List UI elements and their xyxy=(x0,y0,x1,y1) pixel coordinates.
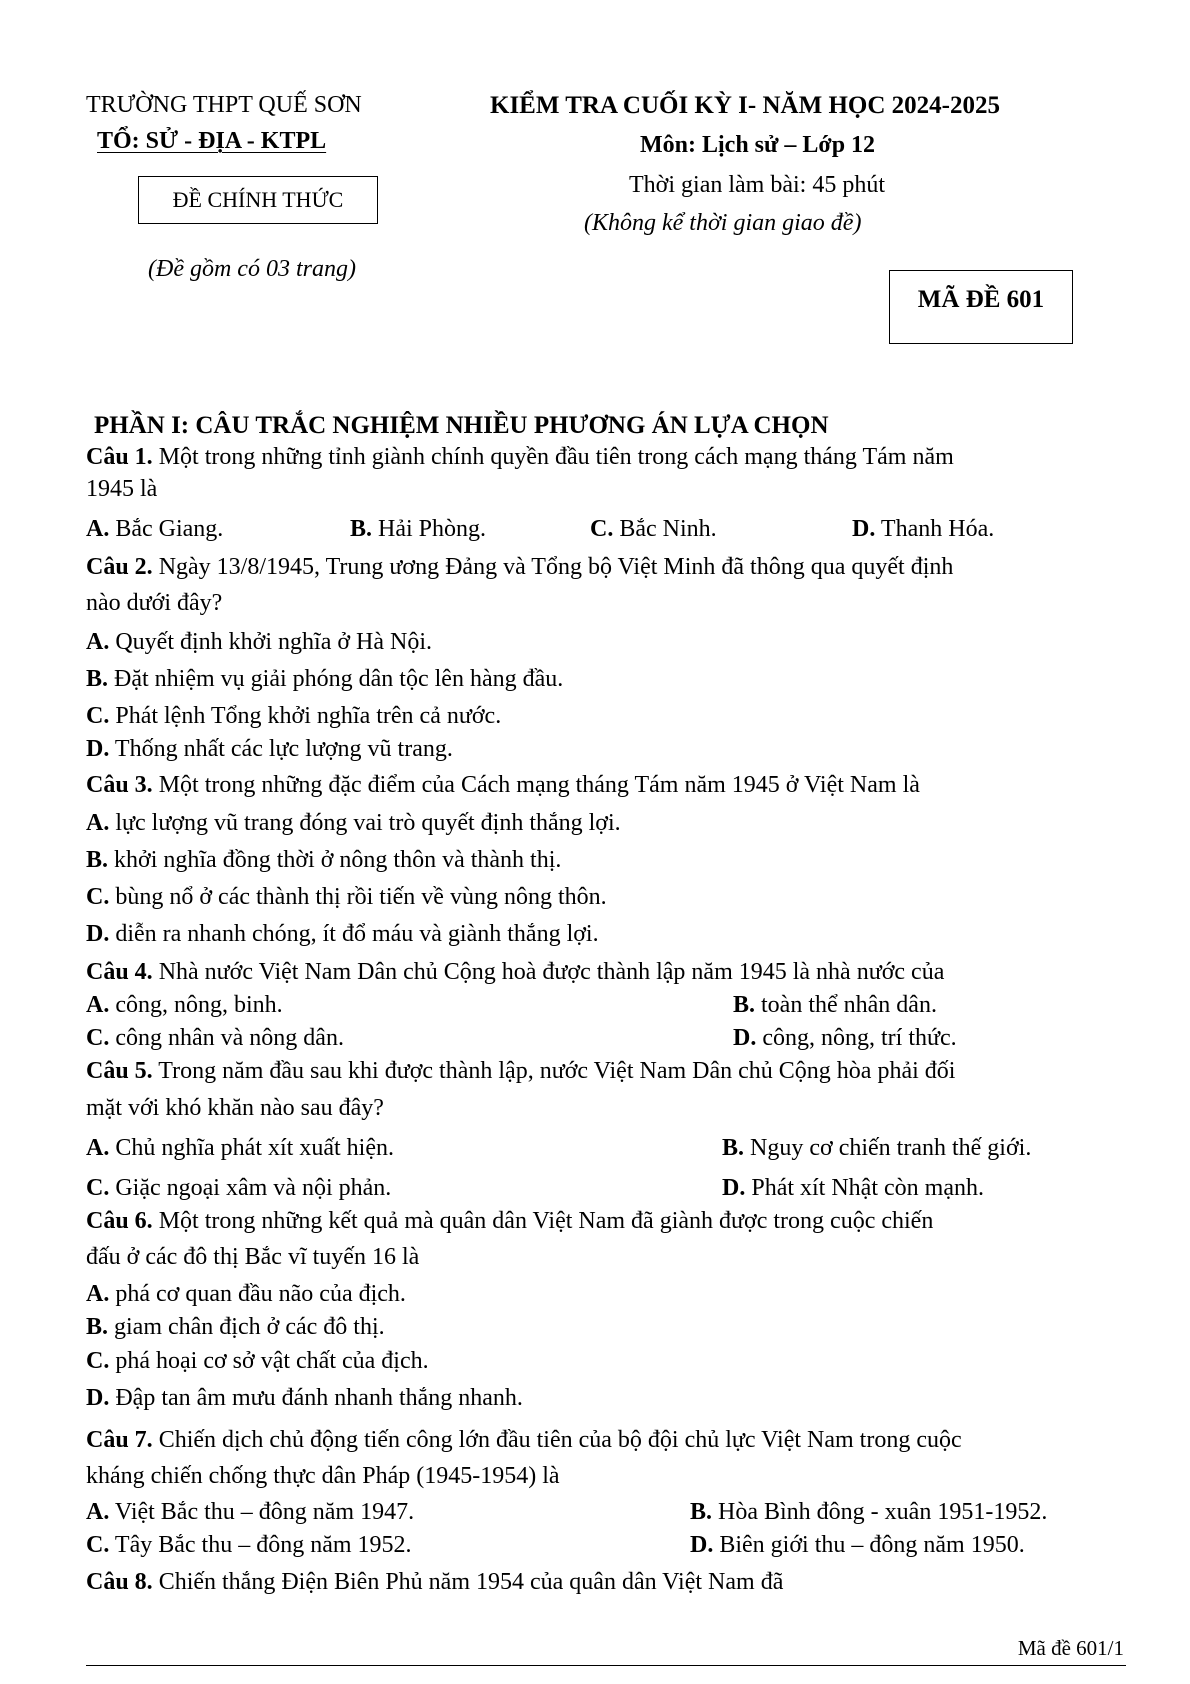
question-number: Câu 7. xyxy=(86,1427,153,1453)
exam-code-box: MÃ ĐỀ 601 xyxy=(889,270,1073,344)
option-letter: D. xyxy=(722,1175,746,1201)
q7-option-b xyxy=(690,1497,1047,1527)
q1-option-a xyxy=(86,514,223,544)
option-letter: B. xyxy=(722,1135,745,1161)
option-letter: D. xyxy=(86,921,110,947)
option-letter: C. xyxy=(590,516,614,542)
option-text: khởi nghĩa đồng thời ở nông thôn và thành thị. xyxy=(114,847,562,873)
q5-option-a xyxy=(86,1133,394,1163)
option-text: Tây Bắc thu – đông năm 1952. xyxy=(114,1532,412,1558)
question-number: Câu 2. xyxy=(86,554,153,580)
option-text: Hòa Bình đông - xuân 1951-1952. xyxy=(718,1499,1048,1525)
option-text: Đập tan âm mưu đánh nhanh thắng nhanh. xyxy=(115,1385,523,1411)
footer-divider xyxy=(86,1665,1126,1666)
option-letter: B. xyxy=(86,666,109,692)
q5-option-b xyxy=(722,1133,1031,1163)
question-text: Một trong những kết quả mà quân dân Việt Nam đã giành được trong cuộc chiến xyxy=(158,1208,934,1234)
option-text: Quyết định khởi nghĩa ở Hà Nội. xyxy=(115,629,433,655)
option-letter: A. xyxy=(86,1499,110,1525)
option-letter: A. xyxy=(86,810,110,836)
option-text: Bắc Giang. xyxy=(115,516,224,542)
time-note: (Không kể thời gian giao đề) xyxy=(584,210,862,236)
question-text: Trong năm đầu sau khi được thành lập, nước Việt Nam Dân chủ Cộng hòa phải đối xyxy=(158,1058,956,1084)
time-limit: Thời gian làm bài: 45 phút xyxy=(629,172,885,198)
question-number: Câu 5. xyxy=(86,1058,153,1084)
q4-option-a xyxy=(86,990,283,1020)
question-6-line-1 xyxy=(86,1206,933,1236)
question-8-line-1 xyxy=(86,1567,783,1597)
option-letter: B. xyxy=(86,847,109,873)
option-letter: C. xyxy=(86,1532,110,1558)
official-badge: ĐỀ CHÍNH THỨC xyxy=(138,176,378,224)
subject-line: Môn: Lịch sử – Lớp 12 xyxy=(640,132,876,158)
question-5-line-2: mặt với khó khăn nào sau đây? xyxy=(86,1095,384,1121)
question-6-line-2: đấu ở các đô thị Bắc vĩ tuyến 16 là xyxy=(86,1244,420,1270)
option-letter: A. xyxy=(86,992,110,1018)
option-text: Hải Phòng. xyxy=(378,516,487,542)
pages-note: (Đề gồm có 03 trang) xyxy=(148,256,356,282)
q7-option-d xyxy=(690,1530,1025,1560)
option-letter: B. xyxy=(690,1499,713,1525)
question-7-line-1 xyxy=(86,1425,962,1455)
option-letter: D. xyxy=(733,1025,757,1051)
q6-option-d xyxy=(86,1383,523,1413)
q6-option-a xyxy=(86,1279,406,1309)
option-text: Nguy cơ chiến tranh thế giới. xyxy=(750,1135,1032,1161)
question-2-line-2: nào dưới đây? xyxy=(86,590,223,616)
question-number: Câu 8. xyxy=(86,1569,153,1595)
exam-title: KIỂM TRA CUỐI KỲ I- NĂM HỌC 2024-2025 xyxy=(490,92,1000,119)
q2-option-c xyxy=(86,701,501,731)
option-letter: C. xyxy=(86,1175,110,1201)
option-text: Chủ nghĩa phát xít xuất hiện. xyxy=(115,1135,394,1161)
question-text: Một trong những đặc điểm của Cách mạng tháng Tám năm 1945 ở Việt Nam là xyxy=(158,772,920,798)
option-letter: B. xyxy=(733,992,756,1018)
option-letter: A. xyxy=(86,629,110,655)
question-2-line-1 xyxy=(86,552,953,582)
question-4-line-1 xyxy=(86,957,944,987)
option-letter: B. xyxy=(350,516,373,542)
q1-option-b xyxy=(350,514,486,544)
q2-option-a xyxy=(86,627,432,657)
option-letter: D. xyxy=(86,736,110,762)
question-1-line-1 xyxy=(86,442,954,472)
option-text: bùng nổ ở các thành thị rồi tiến về vùng nông thôn. xyxy=(115,884,607,910)
q6-option-c xyxy=(86,1346,429,1376)
option-text: Thanh Hóa. xyxy=(880,516,995,542)
q1-option-d xyxy=(852,514,994,544)
school-name: TRƯỜNG THPT QUẾ SƠN xyxy=(86,92,362,118)
q5-option-c xyxy=(86,1173,391,1203)
q1-option-c xyxy=(590,514,717,544)
q6-option-b xyxy=(86,1312,385,1342)
option-letter: D. xyxy=(690,1532,714,1558)
question-text: Ngày 13/8/1945, Trung ương Đảng và Tổng bộ Việt Minh đã thông qua quyết định xyxy=(158,554,954,580)
q4-option-b xyxy=(733,990,937,1020)
option-letter: C. xyxy=(86,703,110,729)
q2-option-d xyxy=(86,734,453,764)
question-7-line-2: kháng chiến chống thực dân Pháp (1945-1954) là xyxy=(86,1463,560,1489)
option-letter: A. xyxy=(86,516,110,542)
q3-option-b xyxy=(86,845,561,875)
question-text: Chiến dịch chủ động tiến công lớn đầu tiên của bộ đội chủ lực Việt Nam trong cuộc xyxy=(158,1427,962,1453)
department-name xyxy=(97,128,326,155)
q7-option-c xyxy=(86,1530,412,1560)
option-text: diễn ra nhanh chóng, ít đổ máu và giành thắng lợi. xyxy=(115,921,599,947)
q2-option-b xyxy=(86,664,563,694)
q4-option-d xyxy=(733,1023,957,1053)
option-text: Phát xít Nhật còn mạnh. xyxy=(751,1175,984,1201)
option-text: giam chân địch ở các đô thị. xyxy=(114,1314,385,1340)
option-text: công, nông, binh. xyxy=(115,992,283,1018)
footer-page-code: Mã đề 601/1 xyxy=(1017,1636,1124,1660)
option-text: Bắc Ninh. xyxy=(619,516,717,542)
option-text: Phát lệnh Tổng khởi nghĩa trên cả nước. xyxy=(115,703,502,729)
q7-option-a xyxy=(86,1497,414,1527)
option-letter: C. xyxy=(86,1025,110,1051)
option-letter: D. xyxy=(86,1385,110,1411)
option-letter: C. xyxy=(86,1348,110,1374)
option-text: Việt Bắc thu – đông năm 1947. xyxy=(114,1499,415,1525)
question-3-line-1 xyxy=(86,770,920,800)
question-number: Câu 6. xyxy=(86,1208,153,1234)
question-text: Một trong những tỉnh giành chính quyền đầu tiên trong cách mạng tháng Tám năm xyxy=(158,444,954,470)
question-number: Câu 4. xyxy=(86,959,153,985)
department-label: TỔ: SỬ - ĐỊA - KTPL xyxy=(97,128,327,154)
question-text: Chiến thắng Điện Biên Phủ năm 1954 của quân dân Việt Nam đã xyxy=(158,1569,784,1595)
option-letter: A. xyxy=(86,1135,110,1161)
question-number: Câu 3. xyxy=(86,772,153,798)
option-text: toàn thể nhân dân. xyxy=(761,992,937,1018)
option-letter: B. xyxy=(86,1314,109,1340)
section-title: PHẦN I: CÂU TRẮC NGHIỆM NHIỀU PHƯƠNG ÁN LỰA CHỌN xyxy=(94,412,829,439)
option-text: Thống nhất các lực lượng vũ trang. xyxy=(114,736,453,762)
option-letter: C. xyxy=(86,884,110,910)
option-text: công nhân và nông dân. xyxy=(115,1025,344,1051)
option-text: Giặc ngoại xâm và nội phản. xyxy=(115,1175,392,1201)
option-letter: D. xyxy=(852,516,876,542)
q3-option-a xyxy=(86,808,621,838)
question-1-line-2: 1945 là xyxy=(86,476,158,502)
question-5-line-1 xyxy=(86,1056,955,1086)
q3-option-c xyxy=(86,882,607,912)
question-text: Nhà nước Việt Nam Dân chủ Cộng hoà được thành lập năm 1945 là nhà nước của xyxy=(158,959,945,985)
q3-option-d xyxy=(86,919,599,949)
option-text: công, nông, trí thức. xyxy=(762,1025,957,1051)
option-text: phá hoại cơ sở vật chất của địch. xyxy=(115,1348,429,1374)
q5-option-d xyxy=(722,1173,984,1203)
option-text: Đặt nhiệm vụ giải phóng dân tộc lên hàng đầu. xyxy=(114,666,564,692)
option-text: phá cơ quan đầu não của địch. xyxy=(115,1281,406,1307)
question-number: Câu 1. xyxy=(86,444,153,470)
option-text: Biên giới thu – đông năm 1950. xyxy=(719,1532,1025,1558)
q4-option-c xyxy=(86,1023,344,1053)
option-text: lực lượng vũ trang đóng vai trò quyết định thắng lợi. xyxy=(115,810,621,836)
option-letter: A. xyxy=(86,1281,110,1307)
